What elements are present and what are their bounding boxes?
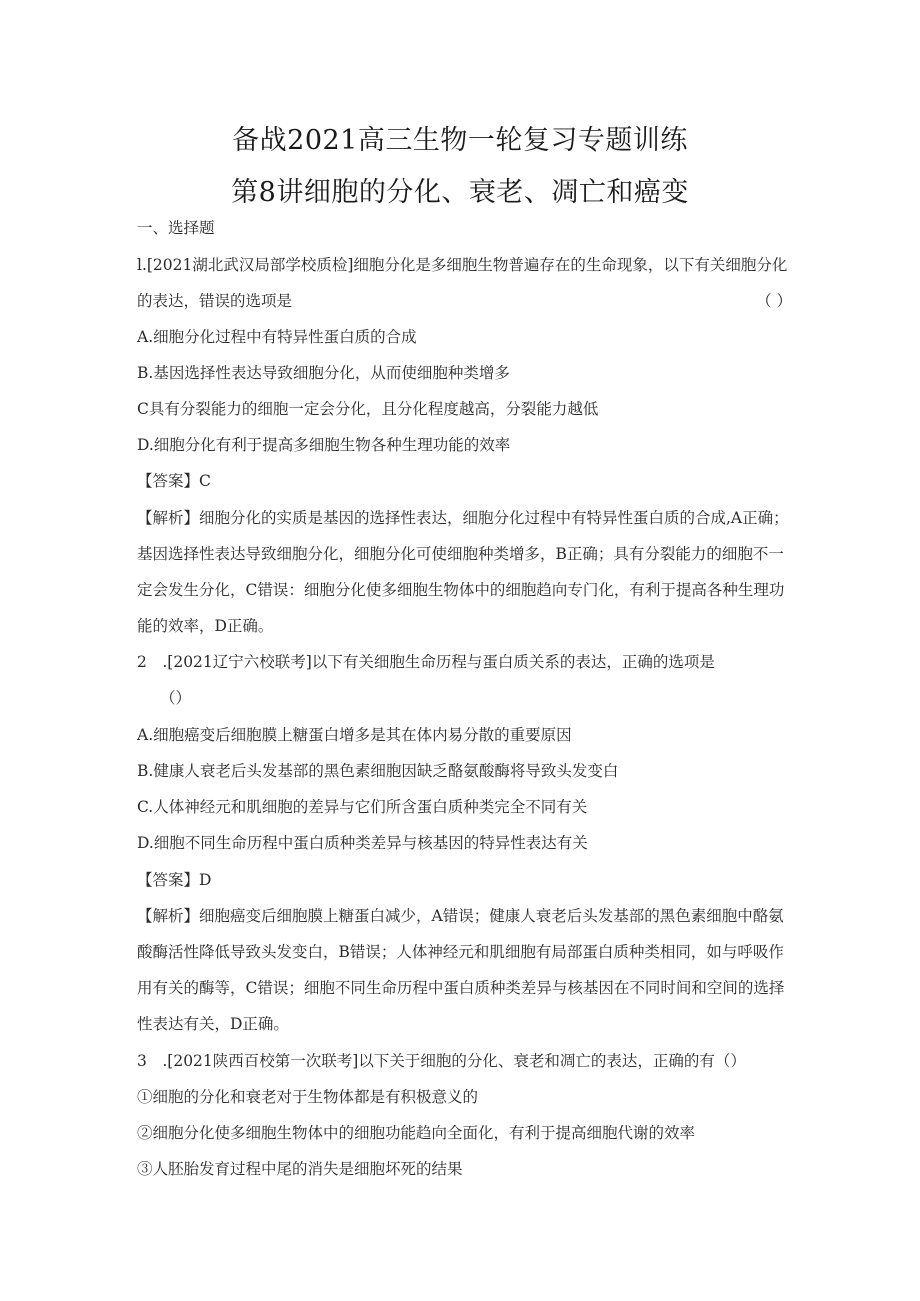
question-1-answer-bracket: （ ） xyxy=(756,292,792,310)
question-3-statement-1: ①细胞的分化和衰老对于生物体都是有积极意义的 xyxy=(137,1088,479,1106)
question-1-option-c: C具有分裂能力的细胞一定会分化，且分化程度越高，分裂能力越低 xyxy=(137,400,599,418)
question-1-stem-line-2: 的表达，错误的选项是 xyxy=(137,292,293,310)
question-1-analysis-line-3: 定会发生分化，C错误：细胞分化使多细胞生物体中的细胞趋向专门化，有利于提高各种生理功 xyxy=(137,581,785,599)
question-1-analysis-line-4: 能的效率，D正确。 xyxy=(137,617,274,635)
question-1-stem-line-1: l.[2021湖北武汉局部学校质检]细胞分化是多细胞生物普遍存在的生命现象，以下有关细胞分化 xyxy=(137,256,788,274)
question-2-answer-bracket: （） xyxy=(160,689,192,707)
question-2-option-b: B.健康人衰老后头发基部的黑色素细胞因缺乏酪氨酸酶将导致头发变白 xyxy=(137,762,619,780)
question-2-option-d: D.细胞不同生命历程中蛋白质种类差异与核基因的特异性表达有关 xyxy=(137,834,588,852)
question-3-stem-line-1: 3 .[2021陕西百校第一次联考]以下关于细胞的分化、衰老和凋亡的表达，正确的有（） xyxy=(137,1052,746,1070)
document-title: 备战2021高三生物一轮复习专题训练 xyxy=(232,125,688,156)
question-2-answer: 【答案】D xyxy=(137,871,212,889)
question-3-statement-2: ②细胞分化使多细胞生物体中的细胞功能趋向全面化，有利于提高细胞代谢的效率 xyxy=(137,1124,696,1142)
question-1-analysis-line-2: 基因选择性表达导致细胞分化，细胞分化可使细胞种类增多，B正确；具有分裂能力的细胞不一 xyxy=(137,545,784,563)
question-2-analysis-line-2: 酸酶活性降低导致头发变白，B错误；人体神经元和肌细胞有局部蛋白质种类相同，如与呼吸作 xyxy=(137,943,784,961)
question-2-analysis-line-4: 性表达有关，D正确。 xyxy=(137,1015,289,1033)
section-heading: 一、选择题 xyxy=(137,219,215,237)
document-subtitle: 第8讲细胞的分化、衰老、凋亡和癌变 xyxy=(231,177,689,208)
question-2-stem-line-1: 2 .[2021辽宁六校联考]以下有关细胞生命历程与蛋白质关系的表达，正确的选项是 xyxy=(137,653,715,671)
question-1-option-d: D.细胞分化有利于提高多细胞生物各种生理功能的效率 xyxy=(137,436,511,454)
question-3-statement-3: ③人胚胎发育过程中尾的消失是细胞坏死的结果 xyxy=(137,1160,463,1178)
question-1-analysis-line-1: 【解析】细胞分化的实质是基因的选择性表达，细胞分化过程中有特异性蛋白质的合成,A正确； xyxy=(137,509,789,527)
question-1-answer: 【答案】C xyxy=(137,472,211,490)
question-2-analysis-line-3: 用有关的酶等，C错误；细胞不同生命历程中蛋白质种类差异与核基因在不同时间和空间的选择 xyxy=(137,979,785,997)
question-2-option-c: C.人体神经元和肌细胞的差异与它们所含蛋白质种类完全不同有关 xyxy=(137,798,588,816)
question-1-option-a: A.细胞分化过程中有特异性蛋白质的合成 xyxy=(137,328,417,346)
question-2-analysis-line-1: 【解析】细胞癌变后细胞膜上糖蛋白减少，A错误；健康人衰老后头发基部的黑色素细胞中酪氨 xyxy=(137,907,784,925)
question-1-option-b: B.基因选择性表达导致细胞分化，从而使细胞种类增多 xyxy=(137,364,510,382)
question-2-option-a: A.细胞癌变后细胞膜上糖蛋白增多是其在体内易分散的重要原因 xyxy=(137,726,572,744)
